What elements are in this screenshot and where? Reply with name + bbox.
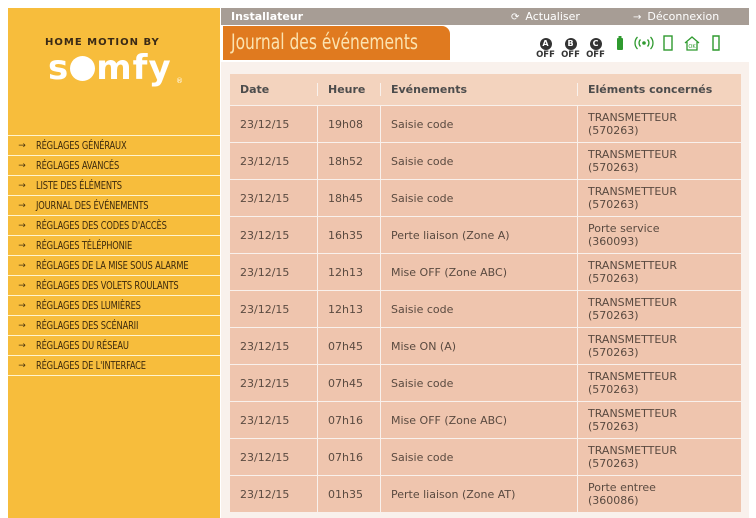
cell-elements xyxy=(577,439,741,475)
element-id: (570263) xyxy=(588,346,639,359)
cell-elements-text xyxy=(588,222,659,248)
refresh-icon: ⟳ xyxy=(511,12,520,23)
sidebar-item-reglages-avances[interactable]: → RÉGLAGES AVANCÉS xyxy=(8,156,220,176)
cell-time: 01h35 xyxy=(317,476,380,512)
battery-icon xyxy=(608,31,632,55)
cell-time: 19h08 xyxy=(317,106,380,142)
cell-elements xyxy=(577,180,741,216)
sidebar-item-reglages-generaux[interactable]: → RÉGLAGES GÉNÉRAUX xyxy=(8,136,220,156)
table-row xyxy=(230,216,741,253)
col-time[interactable]: Heure xyxy=(317,83,380,96)
zone-b-status[interactable]: B OFF xyxy=(561,39,580,60)
cell-event: Saisie code xyxy=(380,180,577,216)
cell-date: 23/12/15 xyxy=(240,154,290,168)
arrow-right-icon: → xyxy=(18,180,26,191)
arrow-right-icon: → xyxy=(18,240,26,251)
arrow-right-icon: → xyxy=(18,260,26,271)
title-tab xyxy=(223,26,450,60)
element-id: (360093) xyxy=(588,235,639,248)
page-title: Journal des événements xyxy=(231,30,419,54)
status-bar xyxy=(533,31,728,60)
cell-elements xyxy=(577,476,741,512)
table-row xyxy=(230,475,741,512)
cell-event: Perte liaison (Zone A) xyxy=(380,217,577,253)
element-id: (570263) xyxy=(588,457,639,470)
arrow-right-icon: → xyxy=(18,140,26,151)
arrow-right-icon: → xyxy=(18,300,26,311)
sidebar-item-scenarii[interactable]: → RÉGLAGES DES SCÉNARII xyxy=(8,316,220,336)
arrow-right-icon: → xyxy=(18,220,26,231)
cell-elements-text xyxy=(588,370,677,396)
cell-time: 07h16 xyxy=(317,402,380,438)
element-id: (360086) xyxy=(588,494,639,507)
sidebar-item-reseau[interactable]: → RÉGLAGES DU RÉSEAU xyxy=(8,336,220,356)
element-name: TRANSMETTEUR xyxy=(588,185,677,198)
sidebar-item-interface[interactable]: → RÉGLAGES DE L'INTERFACE xyxy=(8,356,220,376)
cell-date: 23/12/15 xyxy=(240,191,290,205)
cell-event: Saisie code xyxy=(380,365,577,401)
logout-button[interactable]: → Déconnexion xyxy=(633,10,720,23)
table-body xyxy=(230,105,741,512)
arrow-right-icon: → xyxy=(18,280,26,291)
registered-mark: ® xyxy=(176,77,183,85)
element-id: (570263) xyxy=(588,124,639,137)
cell-elements xyxy=(577,106,741,142)
sidebar-item-journal-evenements[interactable]: → JOURNAL DES ÉVÉNEMENTS xyxy=(8,196,220,216)
cell-date: 23/12/15 xyxy=(240,302,290,316)
cell-elements-text xyxy=(588,148,677,174)
door-icon xyxy=(656,31,680,55)
table-row xyxy=(230,179,741,216)
arrow-right-icon: → xyxy=(18,360,26,371)
element-name: TRANSMETTEUR xyxy=(588,370,677,383)
sidebar-item-mise-sous-alarme[interactable]: → RÉGLAGES DE LA MISE SOUS ALARME xyxy=(8,256,220,276)
cell-elements xyxy=(577,291,741,327)
zone-a-status[interactable]: A OFF xyxy=(536,39,555,60)
cell-date: 23/12/15 xyxy=(240,487,290,501)
arrow-right-icon: → xyxy=(18,160,26,171)
arrow-right-icon: → xyxy=(18,320,26,331)
arrow-right-icon: → xyxy=(18,340,26,351)
element-id: (570263) xyxy=(588,420,639,433)
element-name: TRANSMETTEUR xyxy=(588,259,677,272)
cell-elements xyxy=(577,328,741,364)
page-header xyxy=(221,25,749,62)
element-name: Porte service xyxy=(588,222,660,235)
cell-elements xyxy=(577,402,741,438)
element-id: (570263) xyxy=(588,198,639,211)
cell-time: 18h45 xyxy=(317,180,380,216)
cell-elements xyxy=(577,365,741,401)
cell-time: 18h52 xyxy=(317,143,380,179)
brand-name: s mfy xyxy=(48,48,172,88)
element-name: TRANSMETTEUR xyxy=(588,111,677,124)
cell-event: Mise OFF (Zone ABC) xyxy=(380,254,577,290)
sidebar-item-telephonie[interactable]: → RÉGLAGES TÉLÉPHONIE xyxy=(8,236,220,256)
svg-text:OK: OK xyxy=(688,44,696,50)
sidebar-item-liste-elements[interactable]: → LISTE DES ÉLÉMENTS xyxy=(8,176,220,196)
cell-elements-text xyxy=(588,333,677,359)
element-name: TRANSMETTEUR xyxy=(588,407,677,420)
table-row xyxy=(230,105,741,142)
sidebar-item-volets-roulants[interactable]: → RÉGLAGES DES VOLETS ROULANTS xyxy=(8,276,220,296)
cell-elements xyxy=(577,143,741,179)
table-row xyxy=(230,327,741,364)
element-name: TRANSMETTEUR xyxy=(588,333,677,346)
signal-icon xyxy=(632,31,656,55)
cell-elements-text xyxy=(588,111,677,137)
cell-time: 16h35 xyxy=(317,217,380,253)
table-row xyxy=(230,142,741,179)
cell-event: Perte liaison (Zone AT) xyxy=(380,476,577,512)
col-date[interactable]: Date xyxy=(240,83,270,96)
cell-elements xyxy=(577,254,741,290)
table-row xyxy=(230,253,741,290)
element-name: Porte entree xyxy=(588,481,656,494)
cell-elements-text xyxy=(588,444,677,470)
element-id: (570263) xyxy=(588,309,639,322)
element-name: TRANSMETTEUR xyxy=(588,444,677,457)
window-icon xyxy=(704,31,728,55)
cell-elements-text xyxy=(588,407,677,433)
cell-elements xyxy=(577,217,741,253)
refresh-button[interactable]: ⟳ Actualiser xyxy=(511,10,580,23)
home-ok-icon xyxy=(680,31,704,55)
brand-tagline: HOME MOTION BY xyxy=(45,37,160,48)
cell-date: 23/12/15 xyxy=(240,413,290,427)
arrow-right-icon: → xyxy=(18,200,26,211)
cell-date: 23/12/15 xyxy=(240,265,290,279)
element-id: (570263) xyxy=(588,272,639,285)
zone-c-status[interactable]: C OFF xyxy=(586,39,605,60)
cell-event: Saisie code xyxy=(380,106,577,142)
somfy-logo xyxy=(8,8,220,108)
cell-date: 23/12/15 xyxy=(240,376,290,390)
element-name: TRANSMETTEUR xyxy=(588,148,677,161)
cell-date: 23/12/15 xyxy=(240,450,290,464)
table-row xyxy=(230,401,741,438)
arrow-right-icon: → xyxy=(633,12,642,23)
cell-elements-text xyxy=(588,296,677,322)
top-bar xyxy=(221,8,749,25)
sidebar xyxy=(8,8,220,518)
cell-elements-text xyxy=(588,185,677,211)
element-id: (570263) xyxy=(588,161,639,174)
cell-time: 12h13 xyxy=(317,254,380,290)
cell-event: Saisie code xyxy=(380,291,577,327)
cell-time: 07h45 xyxy=(317,328,380,364)
cell-event: Mise OFF (Zone ABC) xyxy=(380,402,577,438)
events-table xyxy=(230,74,741,512)
cell-event: Mise ON (A) xyxy=(380,328,577,364)
col-event[interactable]: Evénements xyxy=(380,83,577,96)
table-header xyxy=(230,74,741,105)
element-id: (570263) xyxy=(588,383,639,396)
table-row xyxy=(230,290,741,327)
cell-time: 07h16 xyxy=(317,439,380,475)
table-row xyxy=(230,438,741,475)
sidebar-menu xyxy=(8,135,220,376)
sidebar-item-lumieres[interactable]: → RÉGLAGES DES LUMIÈRES xyxy=(8,296,220,316)
col-elements[interactable]: Eléments concernés xyxy=(577,83,741,96)
events-panel xyxy=(221,62,749,518)
cell-elements-text xyxy=(588,481,656,507)
cell-event: Saisie code xyxy=(380,439,577,475)
cell-date: 23/12/15 xyxy=(240,228,290,242)
cell-time: 07h45 xyxy=(317,365,380,401)
cell-event: Saisie code xyxy=(380,143,577,179)
element-name: TRANSMETTEUR xyxy=(588,296,677,309)
sidebar-item-codes-acces[interactable]: → RÉGLAGES DES CODES D'ACCÈS xyxy=(8,216,220,236)
table-row xyxy=(230,364,741,401)
cell-date: 23/12/15 xyxy=(240,117,290,131)
user-role: Installateur xyxy=(231,10,304,23)
logo-dot-icon xyxy=(70,56,95,81)
cell-time: 12h13 xyxy=(317,291,380,327)
cell-elements-text xyxy=(588,259,677,285)
cell-date: 23/12/15 xyxy=(240,339,290,353)
